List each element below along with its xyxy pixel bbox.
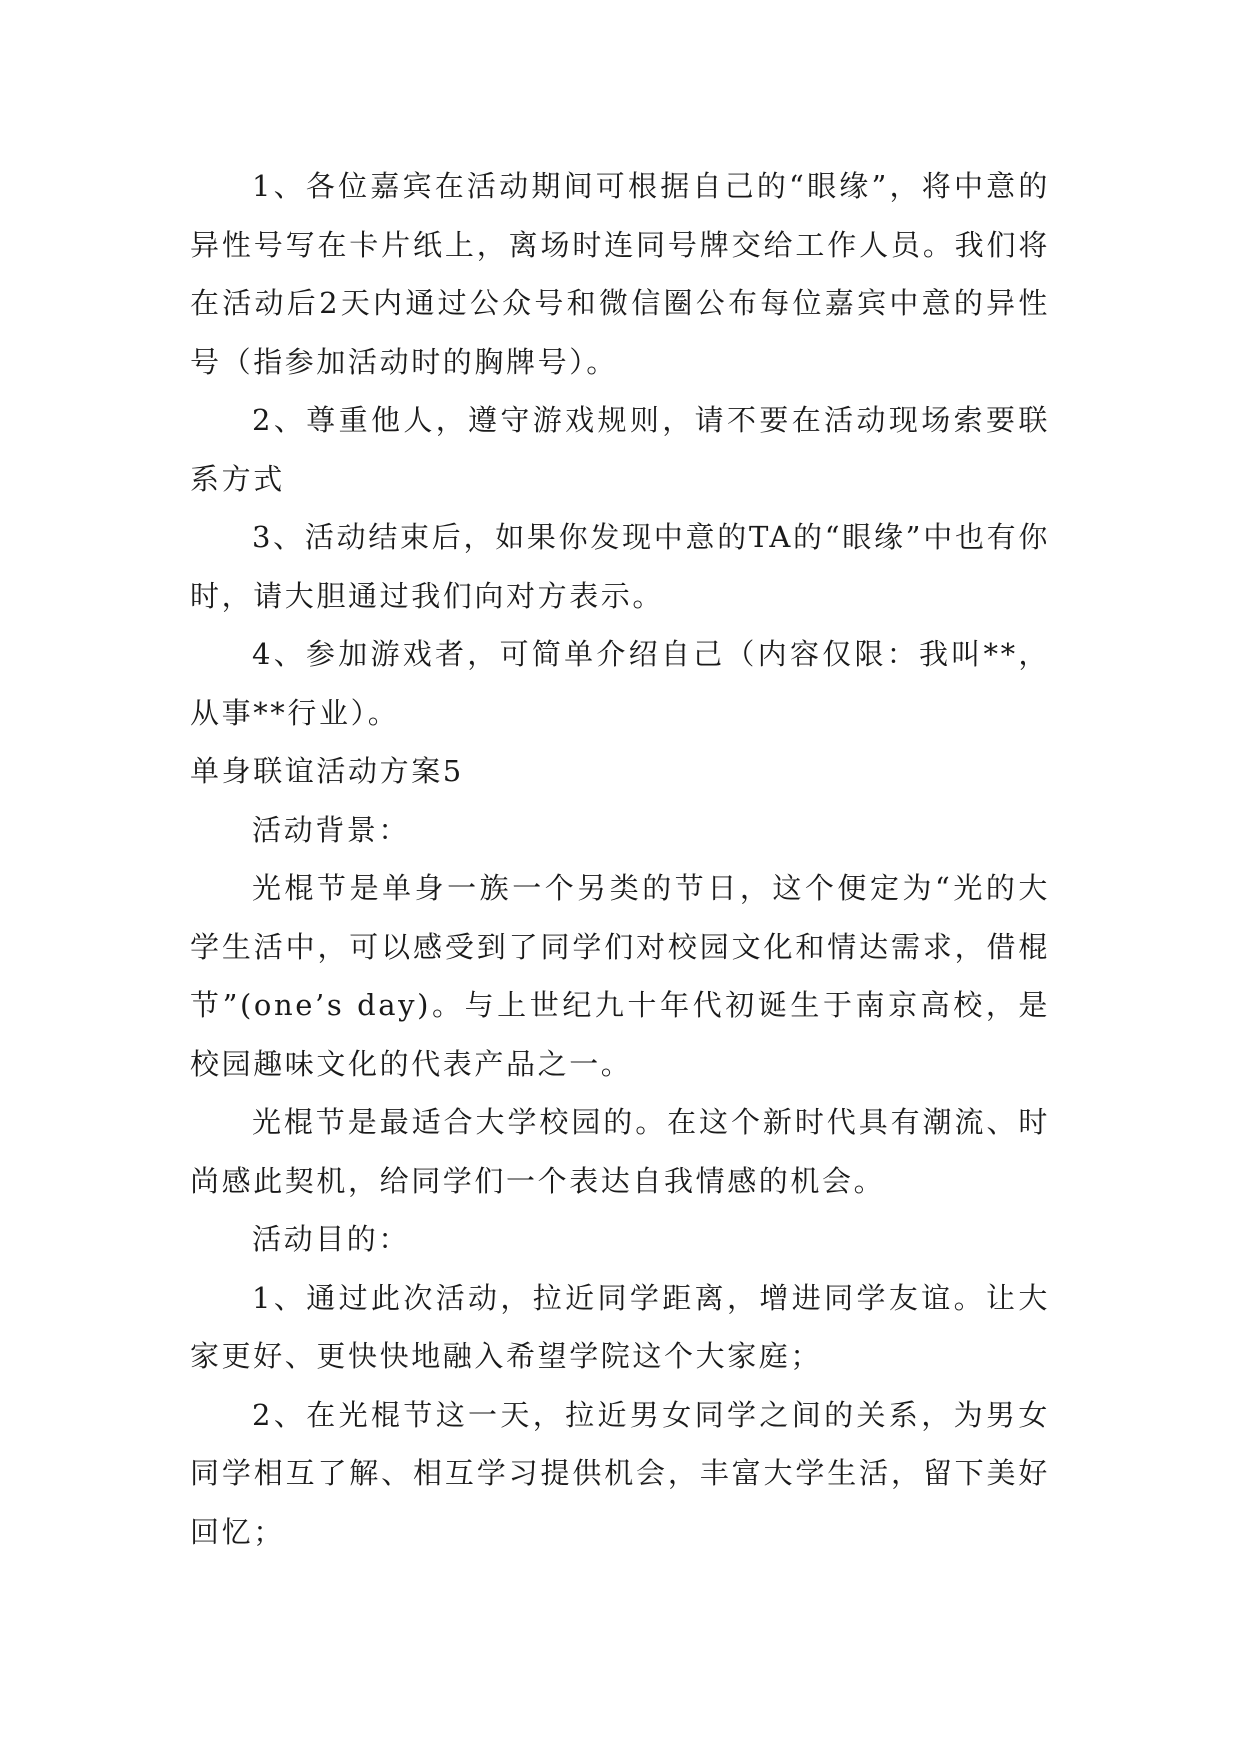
purpose-paragraph-1: 1、通过此次活动，拉近同学距离，增进同学友谊。让大家更好、更快快地融入希望学院这个大家庭；	[190, 1280, 1050, 1373]
background-paragraph-1: 光棍节是单身一族一个另类的节日，这个便定为“光的大学生活中，可以感受到了同学们对校园文化和情达需求，借棍节”(one’s day)。与上世纪九十年代初诞生于南京高校，是校园趣味文化的代表产品之一。	[190, 871, 1050, 1081]
background-label: 活动背景：	[252, 812, 411, 847]
rule-paragraph-4: 4、参加游戏者，可简单介绍自己（内容仅限：我叫**，从事**行业）。	[190, 637, 1050, 730]
rule-paragraph-1: 1、各位嘉宾在活动期间可根据自己的“眼缘”，将中意的异性号写在卡片纸上，离场时连同号牌交给工作人员。我们将在活动后2天内通过公众号和微信圈公布每位嘉宾中意的异性号（指参加活动时的胸牌号）。	[190, 169, 1050, 379]
purpose-paragraph-2: 2、在光棍节这一天，拉近男女同学之间的关系，为男女同学相互了解、相互学习提供机会，丰富大学生活，留下美好回忆；	[190, 1397, 1050, 1549]
purpose-label: 活动目的：	[252, 1222, 411, 1256]
background-paragraph-2: 光棍节是最适合大学校园的。在这个新时代具有潮流、时尚感此契机，给同学们一个表达自我情感的机会。	[190, 1105, 1050, 1198]
rule-paragraph-3: 3、活动结束后，如果你发现中意的TA的“眼缘”中也有你时，请大胆通过我们向对方表示。	[190, 520, 1050, 613]
section-heading: 单身联谊活动方案5	[190, 754, 464, 788]
document-body	[190, 157, 1050, 1561]
rule-paragraph-2: 2、尊重他人，遵守游戏规则，请不要在活动现场索要联系方式	[190, 403, 1050, 496]
